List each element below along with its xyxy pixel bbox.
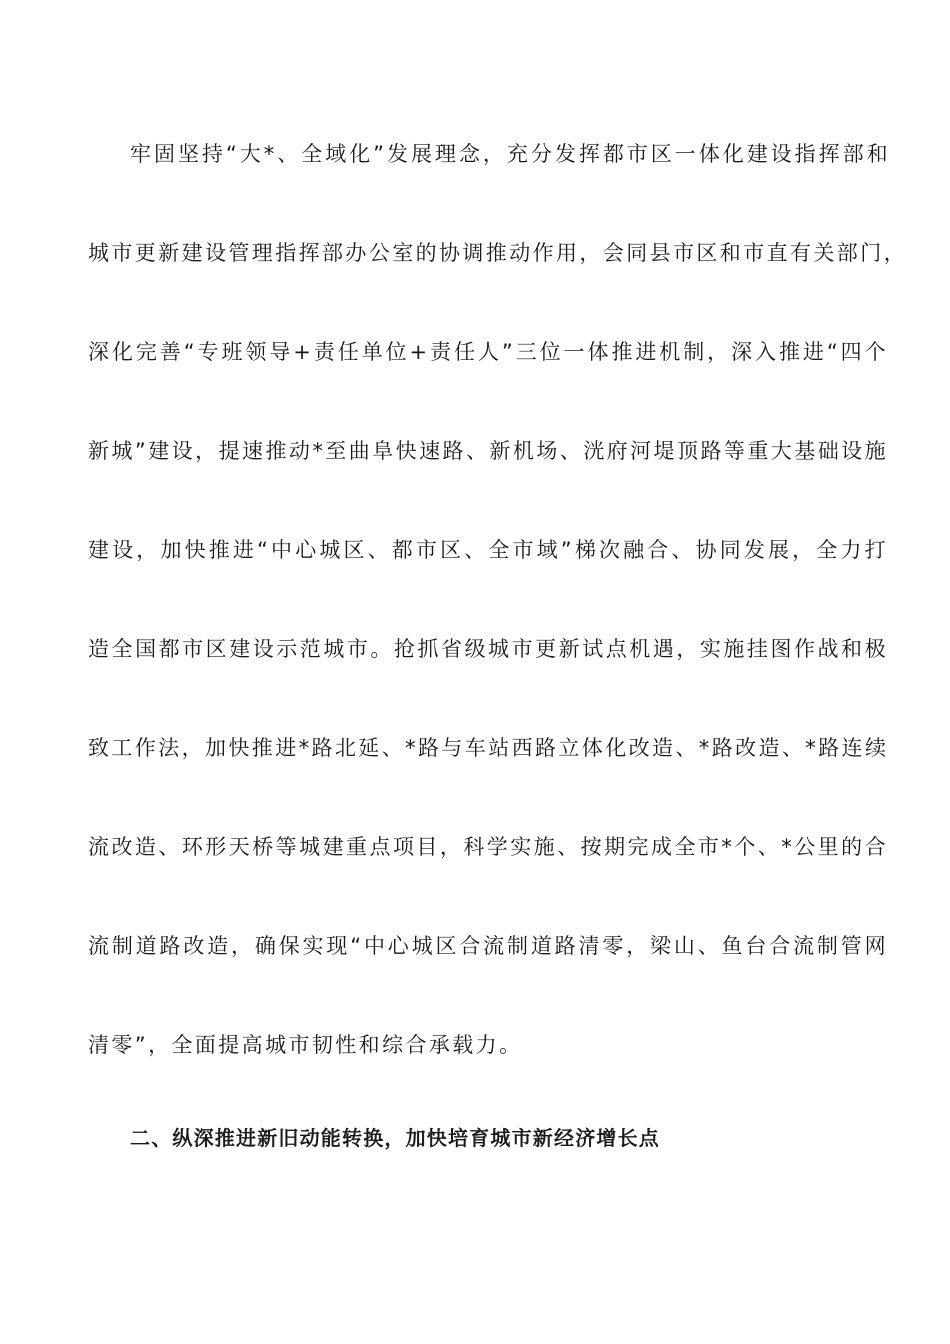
paragraph-line-9: 流制道路改造，确保实现“中心城区合流制道路清零，梁山、鱼台合流制管网	[88, 934, 888, 958]
paragraph-line-7: 致工作法，加快推进*路北延、*路与车站西路立体化改造、*路改造、*路连续	[88, 736, 889, 760]
section-heading: 二、纵深推进新旧动能转换，加快培育城市新经济增长点	[130, 1126, 660, 1150]
paragraph-line-6: 造全国都市区建设示范城市。抢抓省级城市更新试点机遇，实施挂图作战和极	[88, 637, 888, 661]
paragraph-line-1: 牢固坚持“大*、全域化”发展理念，充分发挥都市区一体化建设指挥部和	[130, 142, 890, 166]
paragraph-line-3: 深化完善“专班领导+责任单位+责任人”三位一体推进机制，深入推进“四个	[88, 340, 888, 364]
paragraph-line-8: 流改造、环形天桥等城建重点项目，科学实施、按期完成全市*个、*公里的合	[88, 835, 888, 859]
paragraph-line-10: 清零”，全面提高城市韧性和综合承载力。	[88, 1033, 523, 1057]
paragraph-line-2: 城市更新建设管理指挥部办公室的协调推动作用，会同县市区和市直有关部门，	[88, 241, 907, 265]
paragraph-line-4: 新城”建设，提速推动*至曲阜快速路、新机场、洸府河堤顶路等重大基础设施	[88, 439, 888, 463]
paragraph-line-5: 建设，加快推进“中心城区、都市区、全市域”梯次融合、协同发展，全力打	[88, 538, 888, 562]
